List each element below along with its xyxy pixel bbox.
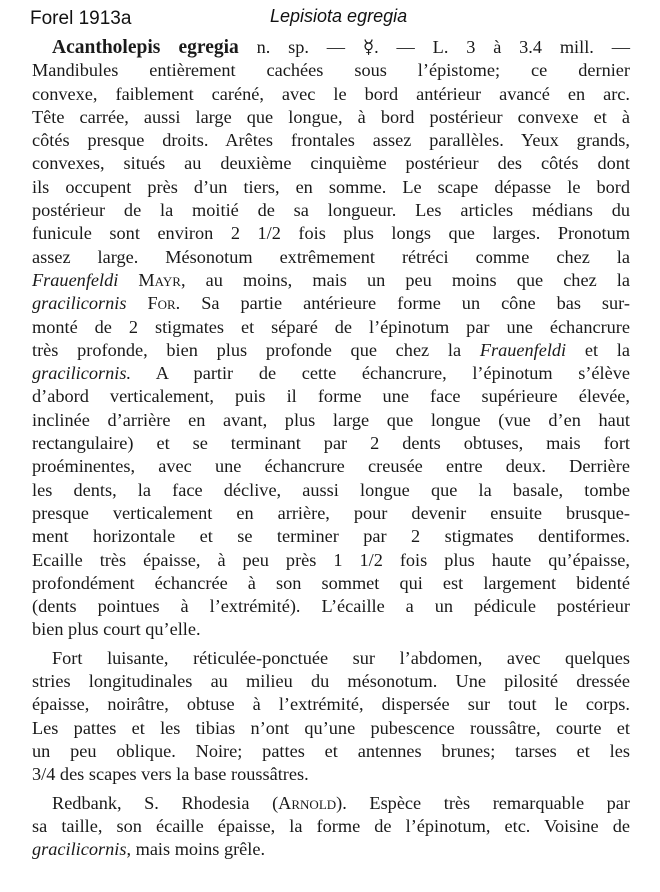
- text-line: d’abord verticalement, puis il forme une face supérieure élevée,: [32, 386, 630, 407]
- text-line: stries longitudinales au milieu du mésonotum. Une pilosité dressée: [32, 671, 630, 692]
- collector-name: Arnold: [278, 792, 337, 813]
- text-line: convexe, faiblement caréné, avec le bord antérieur avancé en arc.: [32, 83, 630, 104]
- text-line: les dents, la face déclive, aussi longue que la basale, tombe: [32, 479, 630, 500]
- text-line: très profonde, bien plus profonde que chez la Frauenfeldi et la: [32, 339, 630, 360]
- text-line: inclinée d’arrière en avant, plus large que longue (vue d’en haut: [32, 409, 630, 430]
- text-line: gracilicornis, mais moins grêle.: [32, 839, 266, 860]
- text-line: ils occupent près d’un tiers, en somme. Le scape dépasse le bord: [32, 176, 630, 197]
- text-line: Redbank, S. Rhodesia (Arnold). Espèce très remarquable par: [52, 792, 630, 813]
- text-line: gracilicornis. A partir de cette échancrure, l’épinotum s’élève: [32, 363, 630, 384]
- text-line: Acantholepis egregia n. sp. — ☿. — L. 3 à 3.4 mill. —: [52, 37, 630, 58]
- text-line: funicule sont environ 2 1/2 fois plus longs que larges. Pronotum: [32, 223, 630, 244]
- paragraph-coloration: [32, 647, 630, 787]
- text-line: côtés presque droits. Arêtes frontales assez parallèles. Yeux grands,: [32, 130, 630, 151]
- species-name: Acantholepis egregia: [52, 37, 239, 58]
- text-line: presque verticalement en arrière, pour devenir ensuite brusque-: [32, 502, 630, 523]
- text-line: Tête carrée, aussi large que longue, à bord postérieur convexe et à: [32, 106, 630, 127]
- text-line: postérieur de la moitié de sa longueur. Les articles médians du: [32, 200, 630, 221]
- text-line: convexes, situés au deuxième cinquième postérieur des côtés dont: [32, 153, 630, 174]
- text-line: Les pattes et les tibias n’ont qu’une pubescence roussâtre, courte et: [32, 717, 630, 738]
- text-line: monté de 2 stigmates et séparé de l’épinotum par une échancrure: [32, 316, 630, 337]
- text-line: épaisse, noirâtre, obtuse à l’extrémité, dispersée sur tout le corps.: [32, 694, 630, 715]
- text-line: gracilicornis For. Sa partie antérieure forme un cône bas sur-: [32, 293, 630, 314]
- text-line: (dents pointues à l’extrémité). L’écaille a un pédicule postérieur: [32, 596, 630, 617]
- text-line: Fort luisante, réticulée-ponctuée sur l’abdomen, avec quelques: [52, 647, 630, 668]
- text-line: un peu oblique. Noire; pattes et antennes brunes; tarses et les: [32, 740, 630, 761]
- text-line: bien plus court qu’elle.: [32, 619, 201, 640]
- text-line: ment horizontale et se terminer par 2 stigmates dentiformes.: [32, 526, 630, 547]
- text-line: sa taille, son écaille épaisse, la forme de l’épinotum, etc. Voisine de: [32, 815, 630, 836]
- text-line: rectangulaire) et se terminant par 2 dents obtuses, mais fort: [32, 433, 630, 454]
- text-line: assez large. Mésonotum extrêmement rétréci comme chez la: [32, 246, 630, 267]
- species-description-text: [32, 36, 630, 861]
- text-line: profondément échancrée à son sommet qui est largement bidenté: [32, 572, 630, 593]
- text-line: Frauenfeldi Mayr, au moins, mais un peu moins que chez la: [32, 269, 630, 290]
- taxon-name: Lepisiota egregia: [270, 6, 408, 26]
- paragraph-locality: [32, 792, 630, 862]
- text-line: 3/4 des scapes vers la base roussâtres.: [32, 764, 309, 785]
- text-line: Mandibules entièrement cachées sous l’épistome; ce dernier: [32, 60, 630, 81]
- text-line: Ecaille très épaisse, à peu près 1 1/2 fois plus haute qu’épaisse,: [32, 549, 630, 570]
- text-line: proéminentes, avec une échancrure creusée entre deux. Derrière: [32, 456, 630, 477]
- reference-citation: Forel 1913a: [30, 8, 132, 29]
- paragraph-morphology: [32, 36, 630, 642]
